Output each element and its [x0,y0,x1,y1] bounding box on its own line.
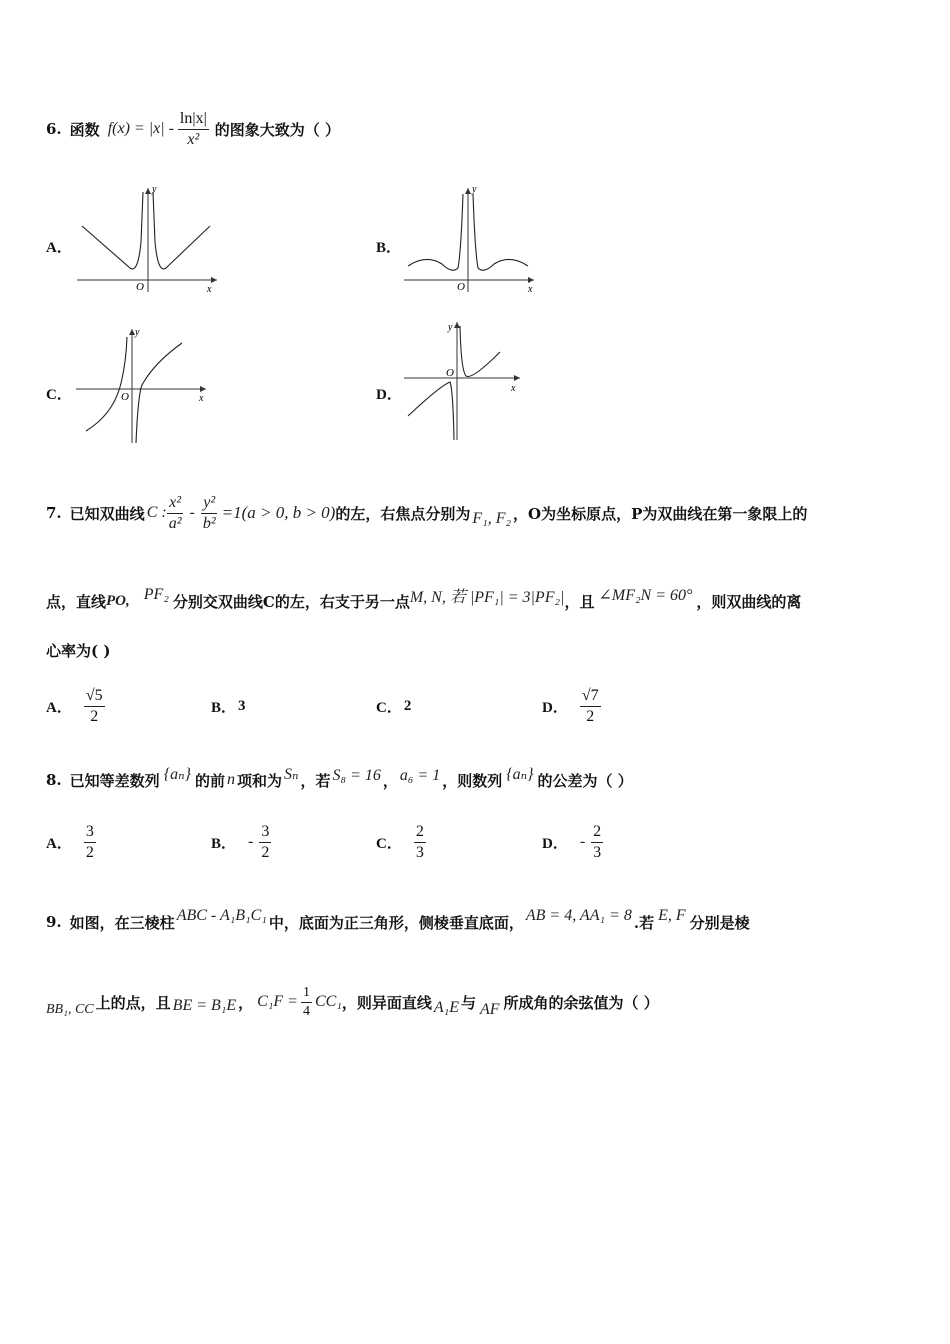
q7-line1 [46,486,807,540]
q8-stem [46,762,633,798]
q9-lengths: AB = 4, AA₁ = 8 [525,907,632,924]
q8-options [46,818,746,866]
q6-graph-a [72,182,222,297]
q8-option-b-fraction [259,823,271,861]
q8-option-b-label: B． [211,835,237,852]
q9-text-1: 如图，在三棱柱 [69,913,175,932]
q7-hyperbola-minus: - [189,504,195,521]
y-axis-arrow [454,322,460,328]
origin-label: O [136,281,144,293]
q6-number: 6. [46,120,62,138]
q8-option-d-fraction [591,823,603,861]
curve-left [408,194,463,270]
q9-c1f-rhs: CC₁ [314,993,342,1010]
x-axis-arrow [528,277,534,283]
q7-text-2: 的左，右焦点分别为 [335,504,471,523]
curve-left [408,382,454,440]
q8-option-c-label: C． [376,835,402,852]
x-axis-label: x [207,284,212,295]
q8-text-3: 项和为 [236,771,282,790]
q8-s8: S₈ = 16 [332,767,381,784]
y-axis-arrow [465,188,471,194]
q7-text-4: 点，直线 [46,592,107,611]
q7-po: PO, [106,592,130,609]
q7-hyperbola-den2: b² [202,514,216,532]
q8-option-c-num: 2 [414,823,426,843]
q6-prefix: 函数 [69,120,100,139]
q9-text-3: .若 [633,913,655,932]
q7-line2 [46,586,801,616]
curve-left [82,192,143,269]
q9-a1e: A₁E [433,999,459,1016]
q8-option-d-sign: - [579,833,586,850]
q7-option-d-label: D． [542,699,568,716]
x-axis-label: x [199,393,204,404]
q9-af: AF [480,1001,500,1018]
q9-number: 9. [46,913,62,931]
curve-left [86,337,127,431]
q6-option-a-label: A． [46,240,72,256]
q7-option-d [542,682,601,730]
q7-option-b [211,682,246,730]
q8-number: 8. [46,771,62,789]
q7-text-3: ，O为坐标原点，P为双曲线在第一象限上的 [513,504,808,523]
q9-c1f-lhs: C₁F = [257,993,298,1010]
q8-text-6: 的公差为（ ） [537,771,633,790]
q9-text-4: 分别是棱 [689,913,750,932]
q8-n: n [226,771,235,788]
q7-option-d-num: √7 [580,687,601,707]
q7-text-1: 已知双曲线 [69,504,145,523]
q7-pf2: PF₂ [143,586,169,603]
q8-option-c-den: 3 [415,843,424,861]
q6-formula-num: ln|x| [178,110,209,130]
x-axis-arrow [211,277,217,283]
q6-graph-c [72,325,212,445]
x-axis-label: x [511,383,516,394]
origin-label: O [121,391,129,403]
origin-label: O [446,367,454,379]
q8-option-b [211,818,271,866]
q7-option-d-fraction [580,687,601,725]
x-axis-arrow [514,375,520,381]
q8-text-1: 已知等差数列 [69,771,160,790]
q6-formula-fraction [178,110,209,148]
q9-c1f-num: 1 [301,985,312,1002]
q9-prism: ABC - A₁B₁C₁ [176,907,267,924]
q8-option-b-sign: - [248,833,254,850]
y-axis-label: y [135,327,140,338]
q7-option-c-label: C． [376,699,402,716]
q7-hyperbola-num1: x² [167,494,183,514]
q7-option-b-label: B． [211,699,237,716]
q8-option-d [542,818,603,866]
q7-option-a-den: 2 [90,707,99,725]
y-axis-label: y [472,184,477,195]
curve-right [473,194,528,270]
q7-option-b-value: 3 [238,697,246,714]
curve-right [153,192,210,269]
q8-text-2: 的前 [194,771,225,790]
q7-hyperbola-rhs: =1(a > 0, b > 0) [221,503,336,522]
q8-sn: Sₙ [284,766,299,783]
q7-option-a-label: A． [46,699,72,716]
q8-an: {aₙ} [163,766,191,783]
q7-option-d-den: 2 [586,707,595,725]
q8-text-5: ，则数列 [442,771,503,790]
q7-hyperbola-frac1 [167,494,184,532]
q7-number: 7. [46,504,62,522]
q7-option-a-fraction [84,687,105,725]
origin-label: O [457,281,465,293]
q7-angle: ∠MF₂N = 60° [598,587,693,604]
q7-text-8: 心率为( ) [46,642,111,660]
q8-option-b-den: 2 [261,843,270,861]
q7-text-7: ，则双曲线的离 [696,592,802,611]
q6-formula-den: x² [187,130,200,148]
q7-option-a-num: √5 [84,687,105,707]
q7-option-c [376,682,411,730]
q9-line2 [46,980,659,1024]
q9-text-9: 所成角的余弦值为（ ） [503,993,659,1012]
q6-suffix: 的图象大致为（ ） [214,120,341,139]
q9-line1 [46,904,750,940]
q6-formula-lhs: f(x) = |x| - [107,120,174,137]
q7-mn-condition: M, N, 若 |PF₁| = 3|PF₂| [409,588,565,606]
q6-graph-b [400,182,540,297]
q9-ef: E, F [658,907,686,924]
q8-option-c [376,818,426,866]
q7-text-5: 分别交双曲线C的左，右支于另一点 [172,592,410,611]
q7-option-a [46,682,105,730]
q9-c1f-fraction [301,985,312,1019]
q7-foci: F₁, F₂ [472,510,512,527]
q8-option-d-label: D． [542,835,568,852]
q8-text-4: ，若 [300,771,331,790]
q8-option-b-num: 3 [259,823,271,843]
x-axis-label: x [528,284,533,295]
q8-a6: a₆ = 1 [399,767,441,784]
q9-be: BE = B₁E [172,997,237,1014]
curve-right [460,326,500,377]
q9-edges: BB₁, CC [46,1002,94,1017]
q9-text-2: 中，底面为正三角形，侧棱垂直底面， [268,913,524,932]
q7-hyperbola-num2: y² [201,494,217,514]
y-axis-label: y [448,322,453,333]
y-axis-label: y [152,184,157,195]
curve-right [136,343,182,443]
q6-option-d-label: D． [376,387,402,403]
q8-option-c-fraction [414,823,426,861]
q6-option-c-label: C． [46,387,72,403]
q8-option-a-num: 3 [84,823,96,843]
y-axis-arrow [145,188,151,194]
q7-hyperbola-frac2 [201,494,218,532]
x-axis-arrow [200,386,206,392]
q8-comma: ， [382,771,398,790]
q8-an-2: {aₙ} [506,766,534,783]
q8-option-a-label: A． [46,835,72,852]
q8-option-a-fraction [84,823,96,861]
q9-text-7: ，则异面直线 [341,993,432,1012]
q7-option-c-value: 2 [403,697,412,714]
q8-option-d-num: 2 [591,823,603,843]
q6-graph-d [400,318,530,443]
q7-options [46,682,746,730]
q9-c1f-den: 4 [302,1003,310,1019]
q6-option-b-label: B． [376,240,402,256]
q8-option-d-den: 3 [593,843,602,861]
q9-text-8: 与 [460,993,476,1012]
q7-hyperbola-den1: a² [168,514,182,532]
q7-text-6: ，且 [564,592,595,611]
q9-text-6: ， [238,993,254,1012]
q7-hyperbola-lhs: C : [146,504,167,521]
q8-option-a-den: 2 [85,843,94,861]
q8-option-a [46,818,96,866]
q9-text-5: 上的点，且 [95,993,171,1012]
q6-stem [46,104,340,154]
